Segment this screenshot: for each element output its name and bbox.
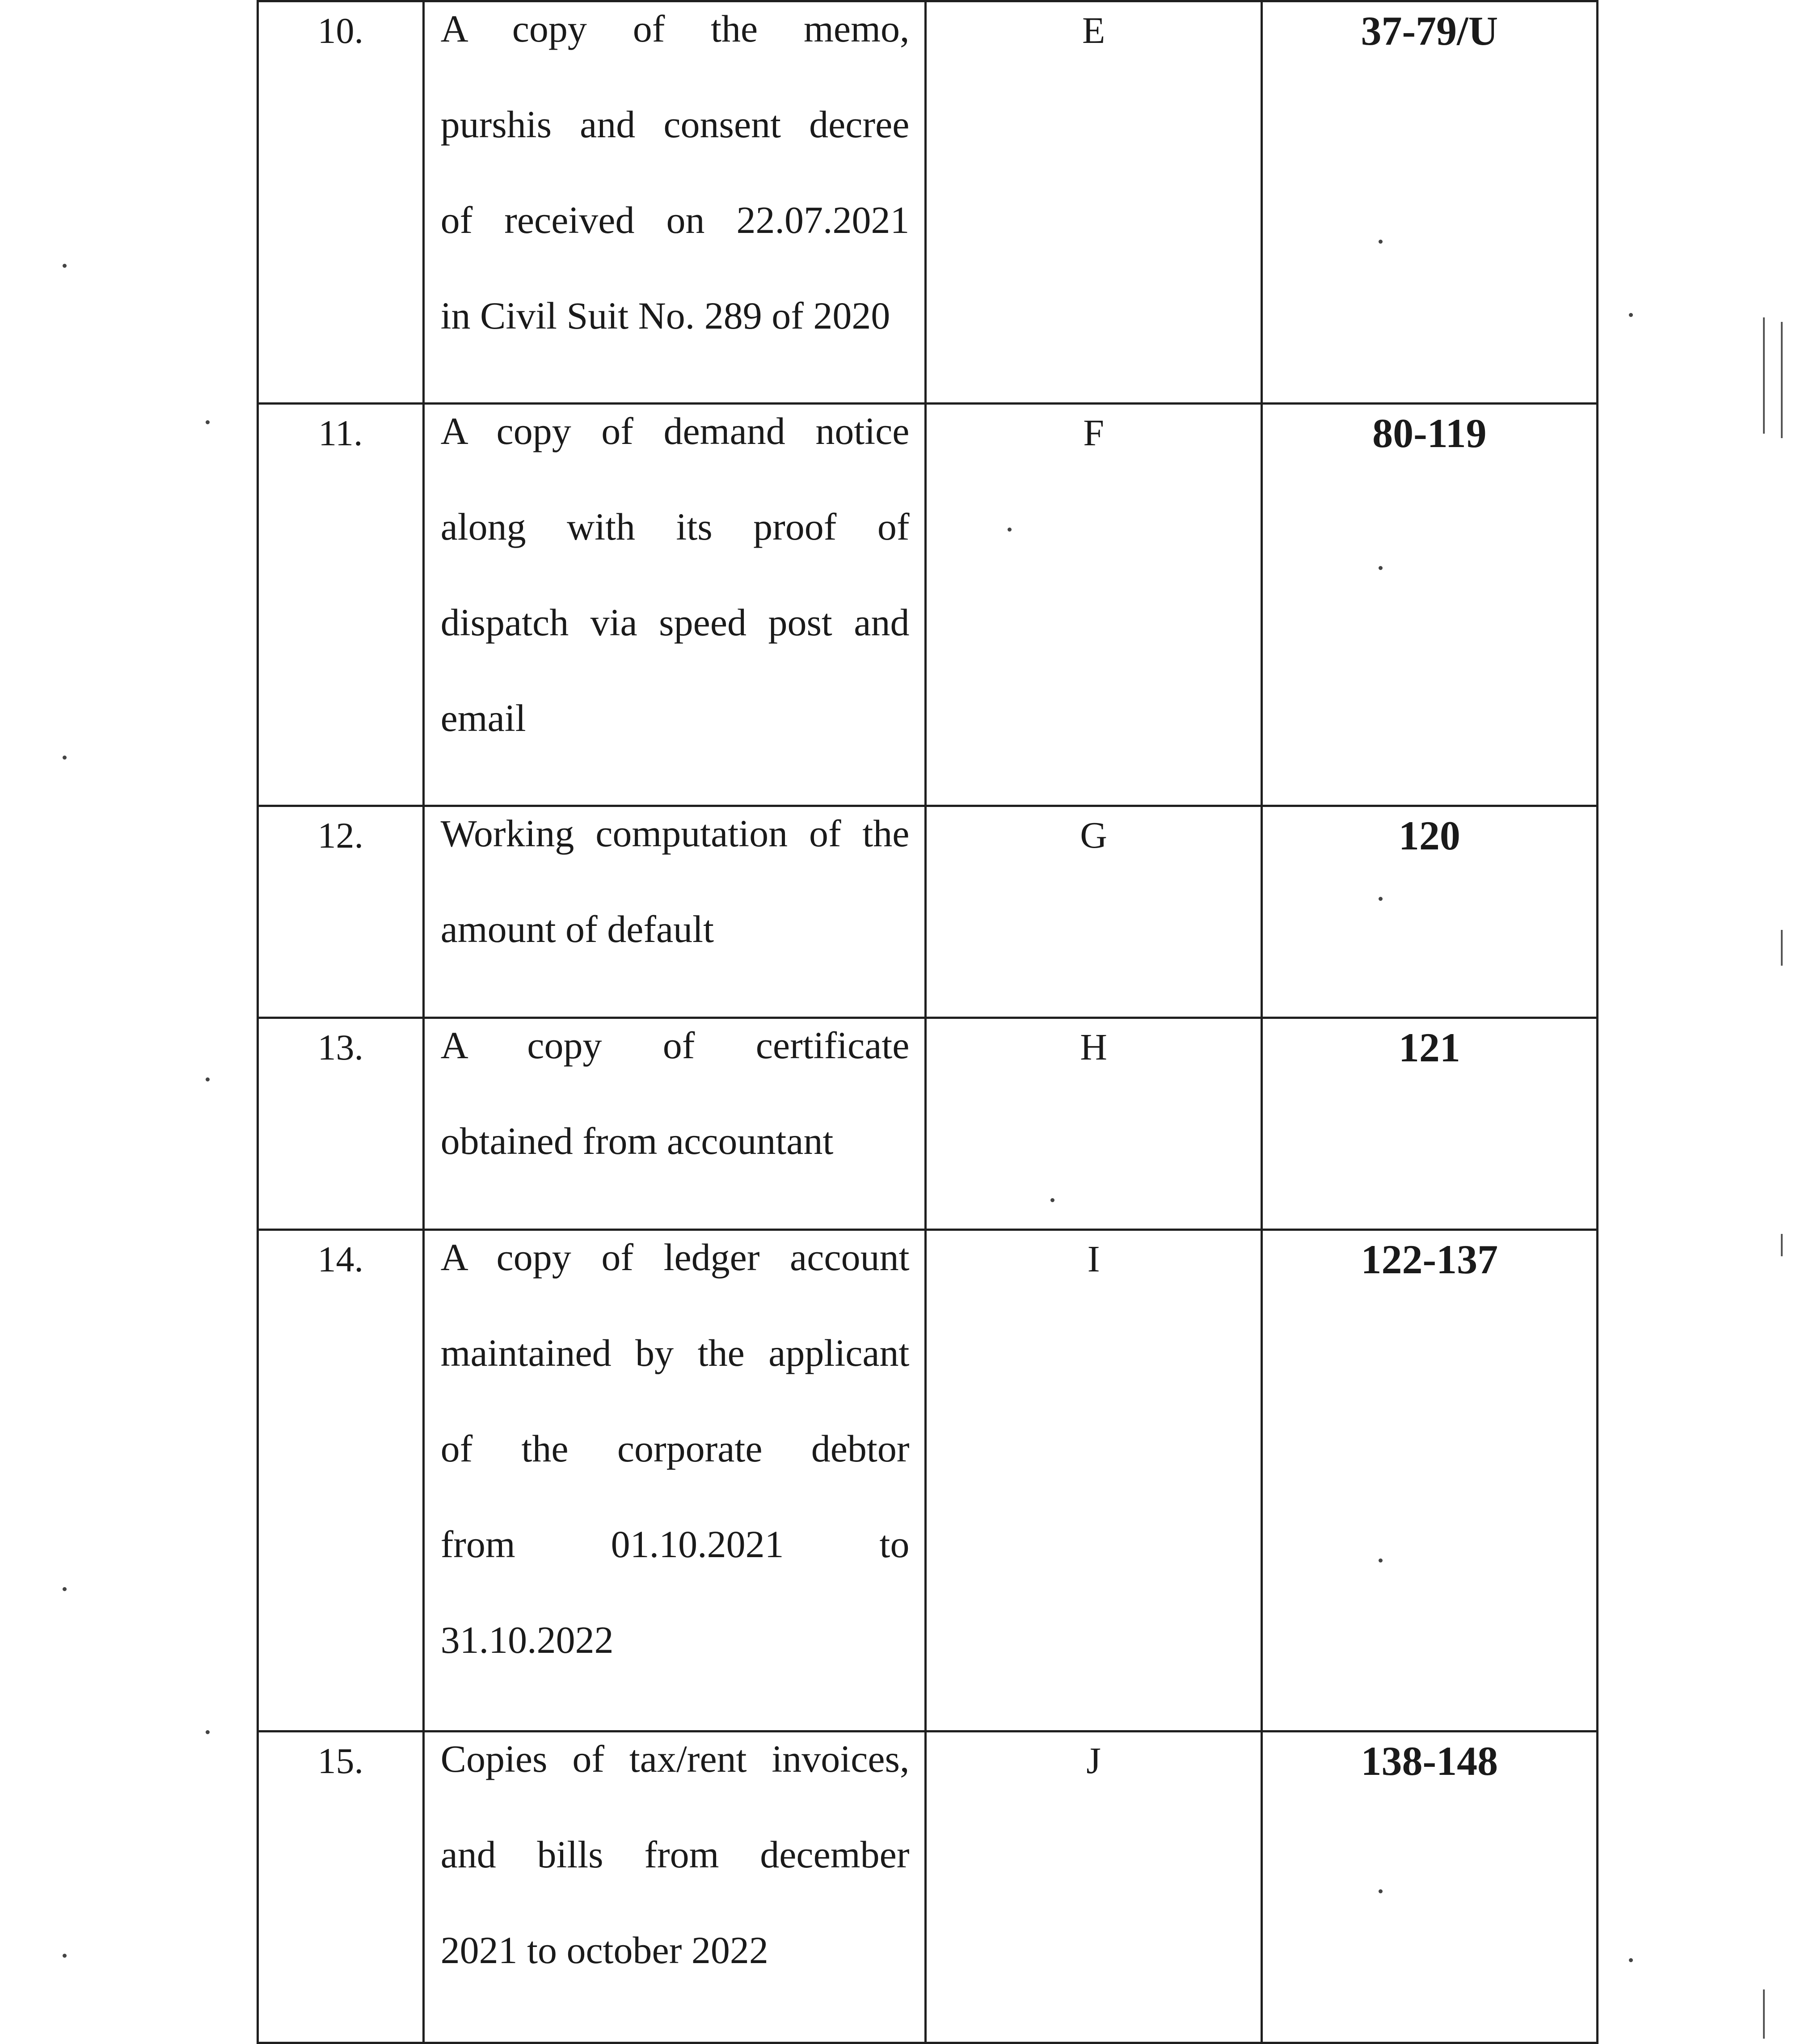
serial-number: 13. (258, 1018, 424, 1230)
scan-speck (63, 1954, 67, 1958)
description-line: A copy of the memo, (440, 7, 910, 50)
document-description (423, 404, 926, 806)
annexure-label: J (926, 1731, 1261, 2043)
description-line: Copies of tax/rent invoices, (440, 1737, 910, 1780)
table-row (258, 1, 1598, 404)
page-range: 138-148 (1261, 1731, 1597, 2043)
scan-speck (206, 420, 210, 424)
scan-speck (1379, 897, 1383, 901)
scan-speck (1379, 566, 1383, 570)
scan-speck (206, 1730, 210, 1734)
scan-margin-mark (1763, 317, 1765, 434)
page-range: 121 (1261, 1018, 1597, 1230)
page-range: 122-137 (1261, 1230, 1597, 1731)
description-line: of received on 22.07.2021 (440, 198, 910, 241)
description-line: 2021 to october 2022 (440, 1929, 768, 1972)
description-line: maintained by the applicant (440, 1331, 910, 1374)
table-row (258, 1018, 1598, 1230)
description-line: dispatch via speed post and (440, 601, 910, 644)
table-row (258, 404, 1598, 806)
scan-margin-mark (1781, 1234, 1783, 1256)
index-table (257, 0, 1598, 2044)
scan-speck (1379, 240, 1383, 244)
annexure-label: E (926, 1, 1261, 404)
description-line: amount of default (440, 908, 714, 950)
description-line: purshis and consent decree (440, 103, 910, 146)
scan-speck (206, 1077, 210, 1081)
serial-number: 10. (258, 1, 424, 404)
description-line: A copy of demand notice (440, 410, 910, 452)
description-line: A copy of certificate (440, 1024, 910, 1067)
scan-margin-mark (1781, 930, 1783, 966)
annexure-label: G (926, 806, 1261, 1018)
description-line: email (440, 697, 526, 739)
scan-speck (63, 264, 67, 268)
scan-margin-mark (1763, 1989, 1765, 2039)
description-line: from 01.10.2021 to (440, 1523, 910, 1566)
page-range: 37-79/U (1261, 1, 1597, 404)
scan-speck (1629, 313, 1633, 317)
page-range: 120 (1261, 806, 1597, 1018)
annexure-label: I (926, 1230, 1261, 1731)
scan-speck (63, 1587, 67, 1591)
page-range: 80-119 (1261, 404, 1597, 806)
description-line: of the corporate debtor (440, 1427, 910, 1470)
description-line: 31.10.2022 (440, 1618, 614, 1661)
description-line: and bills from december (440, 1833, 910, 1876)
annexure-label: H (926, 1018, 1261, 1230)
document-description (423, 1018, 926, 1230)
document-description (423, 806, 926, 1018)
serial-number: 14. (258, 1230, 424, 1731)
table-row (258, 1230, 1598, 1731)
annexure-label: F (926, 404, 1261, 806)
description-line: in Civil Suit No. 289 of 2020 (440, 294, 890, 337)
scan-speck (1379, 1889, 1383, 1893)
document-description (423, 1731, 926, 2043)
scan-speck (1050, 1198, 1054, 1202)
table-row (258, 806, 1598, 1018)
description-line: along with its proof of (440, 505, 910, 548)
scan-margin-mark (1781, 322, 1783, 438)
document-description (423, 1, 926, 404)
scan-speck (1629, 1958, 1633, 1962)
scan-speck (1379, 1558, 1383, 1563)
description-line: obtained from accountant (440, 1119, 834, 1162)
document-description (423, 1230, 926, 1731)
serial-number: 15. (258, 1731, 424, 2043)
serial-number: 11. (258, 404, 424, 806)
description-line: Working computation of the (440, 812, 910, 855)
scan-speck (63, 756, 67, 760)
table-row (258, 1731, 1598, 2043)
scan-speck (1008, 528, 1012, 532)
description-line: A copy of ledger account (440, 1236, 910, 1279)
serial-number: 12. (258, 806, 424, 1018)
